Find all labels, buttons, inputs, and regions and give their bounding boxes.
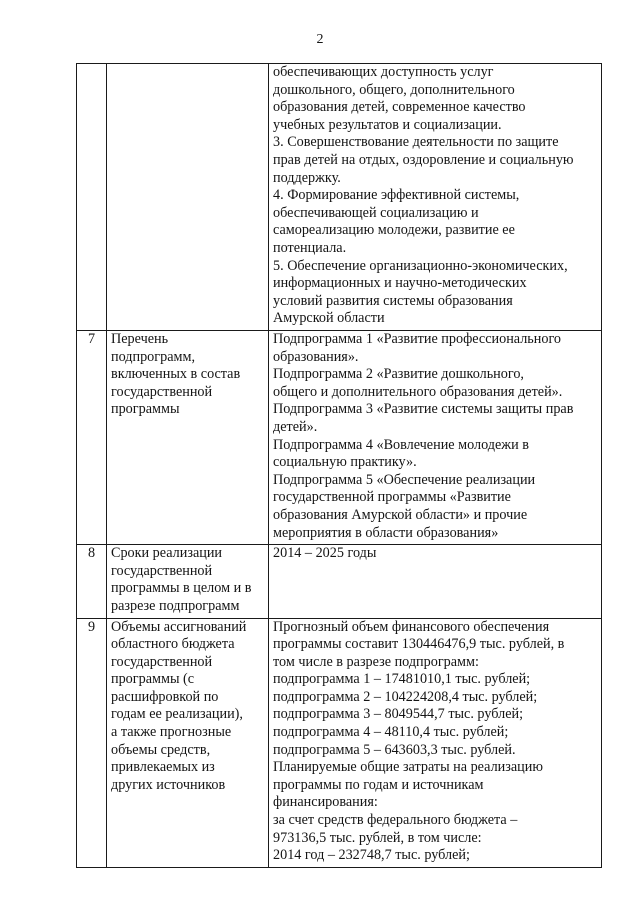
- row-number: [77, 64, 107, 331]
- name-line: расшифровкой по: [111, 688, 219, 705]
- name-line: привлекаемых из: [111, 759, 215, 776]
- name-line: подпрограмм,: [111, 348, 195, 365]
- name-line: областного бюджета: [111, 636, 235, 653]
- value-line: образования Амурской области» и прочие: [273, 506, 528, 523]
- value-line: Амурской области: [273, 310, 385, 327]
- name-line: объемы средств,: [111, 741, 211, 758]
- value-line: подпрограмма 1 – 17481010,1 тыс. рублей;: [273, 671, 531, 688]
- value-line: Подпрограмма 5 «Обеспечение реализации: [273, 471, 536, 488]
- program-passport-table: [76, 63, 602, 868]
- value-line: поддержку.: [273, 169, 341, 186]
- value-line: подпрограмма 3 – 8049544,7 тыс. рублей;: [273, 706, 524, 723]
- value-line: условий развития системы образования: [273, 292, 513, 309]
- value-line: детей».: [273, 418, 318, 435]
- name-line: включенных в состав: [111, 366, 241, 383]
- row-number: 8: [77, 545, 107, 618]
- value-line: Подпрограмма 2 «Развитие дошкольного,: [273, 366, 524, 383]
- value-line: программы по годам и источникам: [273, 776, 484, 793]
- name-line: государственной: [111, 653, 213, 670]
- row-number: 7: [77, 331, 107, 545]
- value-line: дошкольного, общего, дополнительного: [273, 81, 515, 98]
- row-name-cell: [107, 618, 269, 867]
- row-value-cell: [269, 545, 602, 618]
- value-line: обеспечивающих доступность услуг: [273, 64, 494, 80]
- name-line: годам ее реализации),: [111, 706, 243, 723]
- row-value-cell: [269, 331, 602, 545]
- value-line: 973136,5 тыс. рублей, в том числе:: [273, 829, 482, 846]
- value-line: Планируемые общие затраты на реализацию: [273, 759, 543, 776]
- table-row: [77, 618, 602, 867]
- table-row: [77, 331, 602, 545]
- value-line: социальную практику».: [273, 454, 417, 471]
- name-line: государственной: [111, 383, 213, 400]
- value-line: 3. Совершенствование деятельности по защите: [273, 134, 559, 151]
- name-line: Объемы ассигнований: [111, 618, 247, 635]
- row-name-cell: [107, 545, 269, 618]
- row-value-cell: [269, 618, 602, 867]
- name-line: а также прогнозные: [111, 724, 232, 741]
- row-value-cell: [269, 64, 602, 331]
- value-line: потенциала.: [273, 239, 347, 256]
- value-line: подпрограмма 4 – 48110,4 тыс. рублей;: [273, 724, 509, 741]
- value-line: 2014 – 2025 годы: [273, 545, 377, 562]
- value-line: образования детей, современное качество: [273, 99, 526, 116]
- value-line: мероприятия в области образования»: [273, 524, 499, 541]
- value-line: обеспечивающей социализацию и: [273, 204, 479, 221]
- value-line: Подпрограмма 3 «Развитие системы защиты прав: [273, 401, 574, 418]
- name-line: Перечень: [111, 331, 169, 347]
- value-line: 2014 год – 232748,7 тыс. рублей;: [273, 847, 470, 864]
- value-line: государственной программы «Развитие: [273, 489, 511, 506]
- name-line: разрезе подпрограмм: [111, 597, 240, 614]
- row-name-cell: [107, 331, 269, 545]
- value-line: том числе в разрезе подпрограмм:: [273, 653, 479, 670]
- value-line: Прогнозный объем финансового обеспечения: [273, 618, 550, 635]
- value-line: общего и дополнительного образования детей».: [273, 383, 563, 400]
- value-line: Подпрограмма 4 «Вовлечение молодежи в: [273, 436, 529, 453]
- table-row: [77, 64, 602, 331]
- value-line: 4. Формирование эффективной системы,: [273, 187, 520, 204]
- name-line: других источников: [111, 776, 226, 793]
- value-line: 5. Обеспечение организационно-экономических,: [273, 257, 568, 274]
- value-line: подпрограмма 2 – 104224208,4 тыс. рублей;: [273, 688, 538, 705]
- row-name-cell: [107, 64, 269, 331]
- value-line: за счет средств федерального бюджета –: [273, 812, 518, 829]
- value-line: программы составит 130446476,9 тыс. рублей, в: [273, 636, 565, 653]
- name-line: программы: [111, 401, 180, 418]
- table-row: [77, 545, 602, 618]
- row-number: 9: [77, 618, 107, 867]
- value-line: финансирования:: [273, 794, 378, 811]
- value-line: прав детей на отдых, оздоровление и социальную: [273, 151, 574, 168]
- value-line: учебных результатов и социализации.: [273, 116, 502, 133]
- name-line: программы в целом и в: [111, 580, 252, 597]
- value-line: образования».: [273, 348, 359, 365]
- name-line: государственной: [111, 562, 213, 579]
- page-number: 2: [316, 32, 324, 47]
- name-line: программы (с: [111, 671, 195, 688]
- value-line: Подпрограмма 1 «Развитие профессионального: [273, 331, 562, 347]
- value-line: самореализацию молодежи, развитие ее: [273, 222, 515, 239]
- value-line: информационных и научно-методических: [273, 275, 527, 292]
- value-line: подпрограмма 5 – 643603,3 тыс. рублей.: [273, 741, 516, 758]
- name-line: Сроки реализации: [111, 545, 223, 562]
